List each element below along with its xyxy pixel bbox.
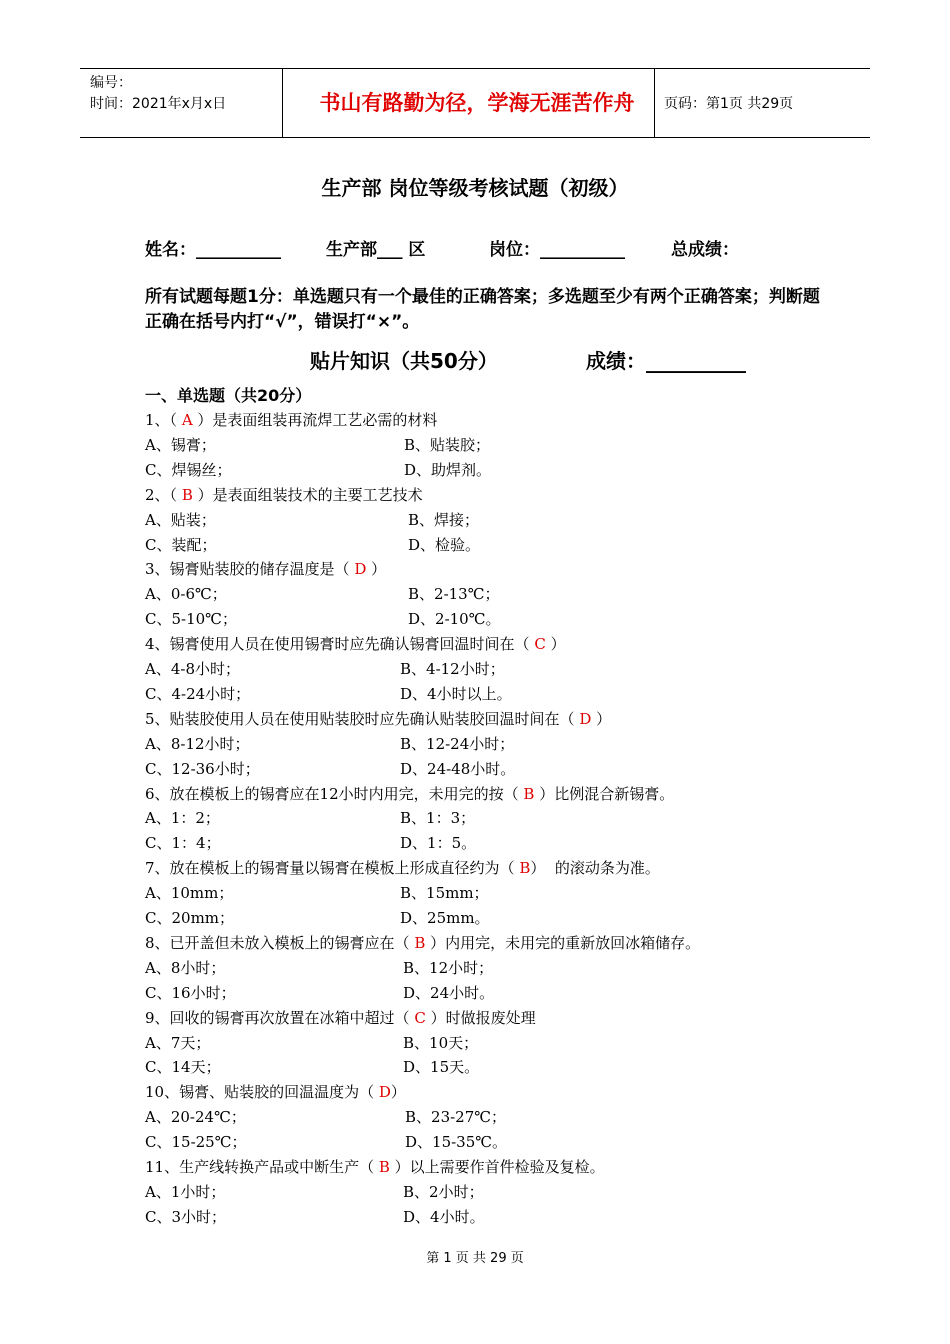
answer-option: A、锡膏；	[145, 435, 216, 454]
question-stem: 4、锡膏使用人员在使用锡膏时应先确认锡膏回温时间在（	[145, 635, 535, 654]
answer-option: C、1：4；	[145, 834, 221, 853]
question-stem: 3、锡膏贴装胶的储存温度是（	[145, 560, 355, 579]
answer-mark: B	[414, 933, 426, 952]
question-stem: 6、放在模板上的锡膏应在12小时内用完，未用完的按（	[145, 784, 524, 803]
answer-option: A、1：2；	[145, 809, 220, 828]
question-stem: 11、生产线转换产品或中断生产（	[145, 1158, 379, 1176]
answer-option: C、14天；	[145, 1058, 221, 1077]
answer-option: D、2-10℃。	[408, 610, 501, 629]
subsection-title: 一、单选题（共20分）	[145, 386, 312, 405]
answer-option: B、10天；	[403, 1033, 479, 1052]
answer-mark: B	[181, 485, 193, 504]
question-stem-end: ）	[545, 635, 566, 654]
answer-option: C、3小时；	[145, 1207, 227, 1226]
question-stem-end: ）	[366, 560, 387, 579]
answer-option: D、24-48小时。	[400, 759, 516, 778]
motto: 书山有路勤为径，学海无涯苦作舟	[319, 91, 635, 115]
post-field: 岗位：__________	[489, 240, 625, 260]
answer-option: C、5-10℃；	[145, 610, 237, 629]
question-stem-end: ）	[390, 1083, 406, 1102]
answer-option: D、助焊剂。	[404, 460, 492, 479]
answer-option: A、7天；	[145, 1033, 211, 1052]
page-footer: 第 1 页 共 29 页	[426, 1251, 524, 1266]
answer-mark: A	[181, 411, 193, 429]
question-text	[145, 1156, 605, 1177]
header-table	[80, 68, 870, 138]
time-label: 时间：2021年x月x日	[90, 96, 227, 112]
answer-option: B、12-24小时；	[400, 734, 515, 753]
answer-mark: B	[378, 1158, 390, 1176]
answer-option: B、焊接；	[408, 510, 480, 529]
answer-mark: D	[579, 709, 592, 728]
answer-option: C、15-25℃；	[145, 1133, 247, 1152]
answer-option: B、2小时；	[403, 1182, 484, 1201]
answer-option: B、12小时；	[403, 958, 494, 977]
header-meta	[90, 73, 226, 115]
answer-option: D、检验。	[408, 535, 481, 554]
question-stem: 8、已开盖但未放入模板上的锡膏应在（	[145, 933, 415, 952]
answer-option: A、1小时；	[145, 1182, 226, 1201]
question-stem: 5、贴装胶使用人员在使用贴装胶时应先确认贴装胶回温时间在（	[145, 709, 580, 728]
total-score-field: 总成绩：	[671, 240, 739, 260]
answer-option: C、焊锡丝；	[145, 460, 232, 479]
section-score: 成绩：__________	[586, 349, 746, 373]
question-stem: 7、放在模板上的锡膏量以锡膏在模板上形成直径约为（	[145, 859, 520, 878]
question-text	[145, 558, 386, 579]
question-stem: 9、回收的锡膏再次放置在冰箱中超过（	[145, 1008, 415, 1027]
question-text	[145, 633, 566, 654]
question-stem-end: ）	[591, 709, 612, 728]
question-text	[145, 409, 437, 430]
answer-mark: D	[378, 1083, 391, 1102]
dept-field: 生产部___ 区	[326, 240, 426, 260]
answer-option: C、4-24小时；	[145, 684, 251, 703]
answer-option: C、12-36小时；	[145, 759, 260, 778]
question-stem: 10、锡膏、贴装胶的回温温度为（	[145, 1083, 379, 1102]
answer-option: A、8小时；	[145, 958, 226, 977]
answer-mark: D	[354, 560, 367, 579]
name-field: 姓名：__________	[145, 240, 281, 260]
answer-option: D、4小时。	[403, 1207, 485, 1226]
question-stem-end: ） 的滚动条为准。	[530, 859, 660, 878]
page-info: 页码：第1页 共29页	[664, 96, 794, 112]
question-text	[145, 484, 423, 505]
answer-mark: C	[534, 635, 546, 654]
question-text	[145, 857, 660, 878]
answer-option: B、4-12小时；	[400, 660, 505, 678]
question-text	[145, 932, 700, 953]
answer-option: D、4小时以上。	[400, 684, 512, 703]
question-stem-end: ）以上需要作首件检验及复检。	[389, 1158, 605, 1176]
question-text	[145, 708, 611, 729]
answer-option: D、15天。	[403, 1058, 480, 1077]
question-stem: 2、（	[145, 485, 182, 504]
answer-mark: C	[414, 1008, 426, 1027]
answer-option: A、10mm；	[145, 884, 234, 903]
answer-option: B、2-13℃；	[408, 585, 500, 604]
question-stem-end: ）时做报废处理	[425, 1008, 536, 1027]
question-stem-end: ）是表面组装再流焊工艺必需的材料	[192, 411, 438, 429]
page-title: 生产部 岗位等级考核试题（初级）	[321, 176, 629, 200]
answer-mark: B	[523, 784, 535, 803]
answer-option: B、贴装胶；	[404, 435, 491, 454]
answer-option: B、15mm；	[400, 884, 489, 903]
question-text	[145, 783, 674, 804]
answer-option: D、25mm。	[400, 909, 490, 927]
answer-option: A、8-12小时；	[145, 734, 250, 753]
question-stem-end: ）内用完，未用完的重新放回冰箱储存。	[425, 933, 701, 952]
section-title: 贴片知识（共50分）	[310, 349, 498, 373]
answer-option: A、贴装；	[145, 510, 216, 529]
question-text	[145, 1007, 536, 1028]
header-divider	[282, 69, 283, 137]
answer-option: B、23-27℃；	[405, 1108, 507, 1127]
answer-option: D、24小时。	[403, 983, 495, 1002]
answer-option: B、1：3；	[400, 809, 476, 828]
answer-option: C、装配；	[145, 535, 217, 554]
answer-option: D、1：5。	[400, 834, 477, 853]
question-stem: 1、（	[145, 411, 182, 429]
answer-option: D、15-35℃。	[405, 1133, 508, 1152]
answer-option: C、16小时；	[145, 983, 236, 1002]
answer-option: C、20mm；	[145, 909, 235, 927]
answer-option: A、4-8小时；	[145, 660, 240, 678]
question-stem-end: ）是表面组装技术的主要工艺技术	[192, 485, 423, 504]
code-label: 编号：	[90, 75, 132, 91]
answer-option: A、20-24℃；	[145, 1108, 246, 1127]
question-stem-end: ）比例混合新锡膏。	[534, 784, 675, 803]
header-divider	[654, 69, 655, 137]
question-text	[145, 1081, 406, 1102]
instructions: 所有试题每题1分：单选题只有一个最佳的正确答案；多选题至少有两个正确答案；判断题正确在括号内打“√”，错误打“×”。	[145, 287, 820, 332]
answer-mark: B	[519, 859, 531, 878]
answer-option: A、0-6℃；	[145, 585, 227, 604]
